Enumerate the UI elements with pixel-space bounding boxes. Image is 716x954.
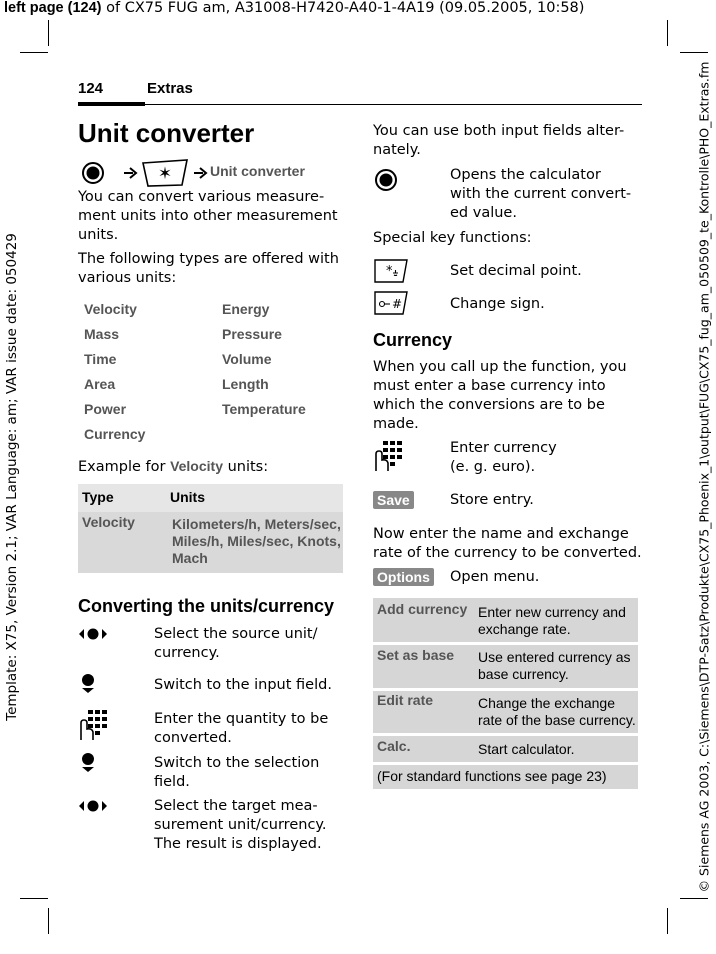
now-enter-paragraph: Now enter the name and exchange rate of the currency to be converted. — [373, 526, 642, 561]
intro-paragraph: You can convert various measure- ment units into other measurement units. — [78, 189, 338, 243]
type-item: Mass — [84, 326, 120, 342]
crop-mark — [20, 898, 48, 899]
type-item: Area — [84, 376, 116, 392]
arrow-icon — [124, 167, 138, 179]
menu-option-desc: Enter new currency and exchange rate. — [478, 604, 626, 637]
crop-mark — [667, 20, 668, 46]
keypad-icon — [373, 440, 405, 472]
type-item: Volume — [222, 351, 272, 367]
type-item: Currency — [84, 426, 146, 442]
step-text: Switch to the selection field. — [154, 755, 320, 790]
crop-mark — [20, 52, 48, 53]
menu-option: Add currency — [377, 601, 468, 617]
save-desc: Store entry. — [450, 492, 534, 508]
type-item: Length — [222, 376, 269, 392]
both-fields-paragraph: You can use both input fields alter- nately. — [373, 123, 625, 158]
page-title: Unit converter — [78, 118, 255, 148]
table-header-type: Type — [82, 489, 114, 505]
menu-option-desc: Change the exchange rate of the base currency. — [478, 695, 636, 728]
print-line: left page (124) of CX75 FUG am, A31008-H7420-A40-1-4A19 (09.05.2005, 10:58) — [4, 0, 585, 16]
menu-option-desc: Start calculator. — [478, 741, 575, 757]
center-nav-key-icon — [80, 160, 106, 186]
type-item: Pressure — [222, 326, 282, 342]
type-item: Power — [84, 401, 127, 417]
type-item: Energy — [222, 301, 270, 317]
svg-text:#: # — [392, 297, 403, 311]
step-text: Switch to the input field. — [154, 677, 332, 693]
table-header-units: Units — [170, 489, 205, 505]
calc-desc: Opens the calculator with the current convert- ed value. — [450, 167, 632, 221]
menu-option: Set as base — [377, 647, 455, 663]
star-key-desc: Set decimal point. — [450, 263, 582, 279]
type-item: Temperature — [222, 401, 306, 417]
keypad-icon — [78, 709, 110, 741]
currency-heading: Currency — [373, 330, 453, 350]
menu-option: Calc. — [377, 738, 411, 754]
down-nav-icon — [80, 673, 96, 693]
step-text: Select the target mea- surement unit/currency. The result is displayed. — [154, 798, 327, 852]
header-rule-thick — [78, 102, 145, 106]
hash-key-icon — [373, 290, 409, 316]
section-title: Extras — [147, 80, 193, 97]
footer-note: (For standard functions see page 23) — [377, 768, 607, 784]
crop-mark — [48, 908, 49, 934]
menu-option: Edit rate — [377, 692, 434, 708]
hash-key-desc: Change sign. — [450, 296, 545, 312]
crop-mark — [680, 898, 708, 899]
left-right-nav-icon — [78, 626, 108, 642]
example-line: Example for Velocity units: — [78, 458, 269, 475]
step-text: Select the source unit/ currency. — [154, 626, 318, 661]
menu-option-desc: Use entered currency as base currency. — [478, 649, 631, 682]
menu-path-label: Unit converter — [210, 163, 305, 179]
save-softkey: Save — [373, 491, 414, 509]
type-item: Velocity — [84, 301, 137, 317]
svg-text:✶: ✶ — [157, 164, 173, 184]
options-softkey: Options — [373, 568, 434, 586]
center-nav-key-icon — [373, 167, 399, 193]
options-desc: Open menu. — [450, 569, 540, 585]
units-table-header — [78, 484, 343, 512]
converting-heading: Converting the units/currency — [78, 596, 335, 616]
enter-currency-desc: Enter currency (e. g. euro). — [450, 440, 557, 475]
page-number: 124 — [78, 80, 104, 97]
currency-intro: When you call up the function, you must enter a base currency into which the conversions are to be made. — [373, 359, 627, 432]
crop-mark — [48, 20, 49, 46]
extras-menu-icon — [140, 158, 190, 188]
types-paragraph: The following types are offered with various units: — [78, 251, 339, 286]
down-nav-icon — [80, 752, 96, 772]
svg-text:*: * — [386, 264, 393, 279]
table-row-units: Kilometers/h, Meters/sec, Miles/h, Miles/sec, Knots, Mach — [172, 516, 341, 566]
star-key-icon — [373, 258, 409, 284]
template-note: Template: X75, Version 2.1; VAR Language: am; VAR issue date: 050429 — [4, 233, 20, 721]
special-keys-label: Special key functions: — [373, 230, 532, 246]
crop-mark — [680, 52, 708, 53]
copyright-note: © Siemens AG 2003, C:\Siemens\DTP-Satz\Produkte\CX75_Phoenix_1\output\FUG\CX75_fug_am_050509_te_Kontrolle\PHO_Extras.fm — [696, 61, 712, 893]
left-right-nav-icon — [78, 798, 108, 814]
header-rule — [78, 104, 642, 105]
step-text: Enter the quantity to be converted. — [154, 711, 329, 746]
type-item: Time — [84, 351, 117, 367]
arrow-icon — [194, 167, 208, 179]
table-row-type: Velocity — [82, 514, 135, 530]
crop-mark — [667, 908, 668, 934]
